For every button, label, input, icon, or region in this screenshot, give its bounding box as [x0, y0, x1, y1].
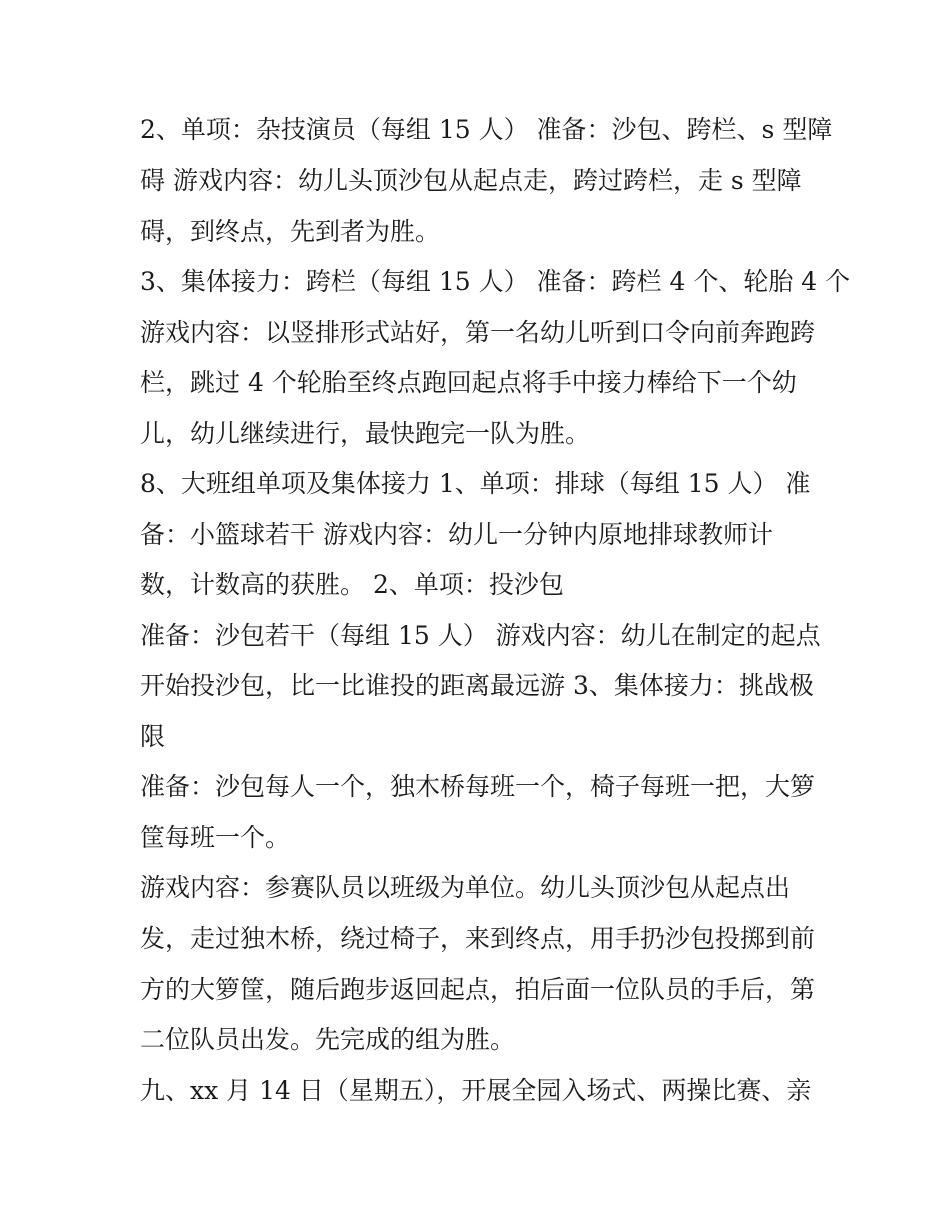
text-line: 备：小篮球若干 游戏内容：幼儿一分钟内原地排球教师计 — [140, 520, 773, 549]
text-line: 筐每班一个。 — [140, 823, 291, 852]
text-line: 游戏内容：以竖排形式站好，第一名幼儿听到口令向前奔跑跨 — [140, 318, 816, 347]
text-line: 方的大箩筐，随后跑步返回起点，拍后面一位队员的手后，第 — [140, 975, 816, 1004]
text-line: 2、单项：杂技演员（每组 15 人） 准备：沙包、跨栏、s 型障 — [140, 115, 833, 144]
text-line: 碍 游戏内容：幼儿头顶沙包从起点走，跨过跨栏，走 s 型障 — [140, 166, 802, 195]
text-line: 九、xx 月 14 日（星期五），开展全园入场式、两操比赛、亲 — [140, 1076, 812, 1105]
text-line: 游戏内容：参赛队员以班级为单位。幼儿头顶沙包从起点出 — [140, 873, 791, 902]
text-line: 开始投沙包，比一比谁投的距离最远游 3、集体接力：挑战极 — [140, 671, 814, 700]
text-line: 发，走过独木桥，绕过椅子，来到终点，用手扔沙包投掷到前 — [140, 924, 816, 953]
text-line: 8、大班组单项及集体接力 1、单项：排球（每组 15 人） 准 — [140, 469, 811, 498]
text-line: 碍，到终点，先到者为胜。 — [140, 217, 441, 246]
text-line: 限 — [140, 722, 166, 751]
text-line: 3、集体接力：跨栏（每组 15 人） 准备：跨栏 4 个、轮胎 4 个 — [140, 267, 851, 296]
text-line: 二位队员出发。先完成的组为胜。 — [140, 1025, 516, 1054]
text-line: 儿，幼儿继续进行，最快跑完一队为胜。 — [140, 419, 591, 448]
text-line: 准备：沙包若干（每组 15 人） 游戏内容：幼儿在制定的起点 — [140, 621, 821, 650]
text-line: 数，计数高的获胜。 2、单项：投沙包 — [140, 570, 564, 599]
text-line: 准备：沙包每人一个，独木桥每班一个，椅子每班一把，大箩 — [140, 772, 816, 801]
text-line: 栏，跳过 4 个轮胎至终点跑回起点将手中接力棒给下一个幼 — [140, 368, 797, 397]
